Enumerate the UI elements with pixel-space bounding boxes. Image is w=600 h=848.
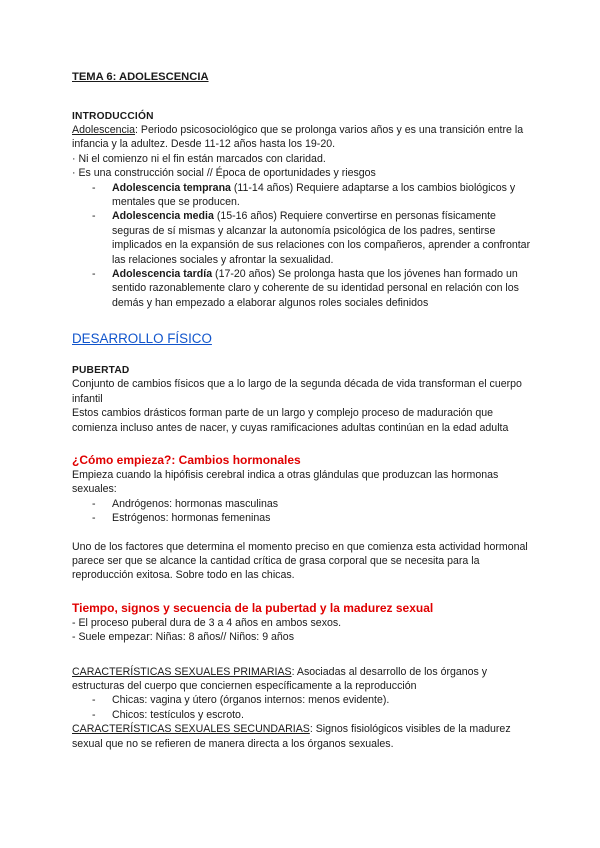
hormonal-heading: ¿Cómo empieza?: Cambios hormonales	[72, 452, 301, 467]
secundarias-text: : Signos fisiológicos visibles de la madurez sexual que no se refieren de manera directa a los órganos sexuales.	[72, 723, 511, 750]
stage-name: Adolescencia media	[112, 210, 214, 223]
list-item: - Estrógenos: hormonas femeninas	[112, 511, 532, 525]
intro-point: · Ni el comienzo ni el fin están marcados con claridad.	[72, 152, 326, 165]
document-title: TEMA 6: ADOLESCENCIA	[72, 71, 209, 83]
primarias-text: : Asociadas al desarrollo de los órganos y estructuras del cuerpo que conciernen específicamente a la reproducción	[72, 665, 488, 692]
primarias-list	[72, 693, 532, 722]
hormonal-factor: Uno de los factores que determina el momento preciso en que comienza esta actividad hormonal parece ser que se alcance la cantidad crítica de grasa corporal que se necesita para la reproducción exitosa. Sobre todo en las chicas.	[72, 540, 528, 582]
list-item: - Andrógenos: hormonas masculinas	[112, 497, 532, 511]
desarrollo-heading: DESARROLLO FÍSICO	[72, 331, 212, 347]
definition-text: : Periodo psicosociológico que se prolonga varios años y es una transición entre la infancia y la adultez. Desde 11-12 años hasta los 19-20.	[72, 124, 524, 151]
secundarias-term: CARACTERÍSTICAS SEXUALES SECUNDARIAS	[72, 723, 310, 736]
stage-name: Adolescencia tardía	[112, 268, 213, 281]
secundarias-paragraph	[72, 722, 532, 751]
stage-text: (15-16 años) Requiere convertirse en personas físicamente seguras de sí mismas y alcanzar la autonomía psicológica de los padres, sentirse implicados en la expansión de sus relaciones con los compañeros, aprender a confrontar las relaciones sociales y afrontar la sexualidad.	[112, 210, 531, 266]
list-item	[112, 209, 532, 267]
stage-text: (11-14 años) Requiere adaptarse a los cambios biológicos y mentales que se producen.	[112, 181, 516, 209]
document-page	[72, 70, 532, 751]
list-item	[112, 181, 532, 210]
stage-text: (17-20 años) Se prolonga hasta que los jóvenes han formado un sentido razonablemente claro y coherente de su identidad personal en relación con los demás y han empezado a elaborar algunos roles sociales definidos	[112, 268, 519, 309]
hormonal-intro: Empieza cuando la hipófisis cerebral indica a otras glándulas que produzcan las hormonas sexuales:	[72, 468, 499, 496]
tiempo-heading: Tiempo, signos y secuencia de la pubertad y la madurez sexual	[72, 600, 434, 615]
stage-name: Adolescencia temprana	[112, 181, 231, 194]
primarias-term: CARACTERÍSTICAS SEXUALES PRIMARIAS	[72, 665, 292, 678]
intro-heading: INTRODUCCIÓN	[72, 111, 154, 122]
adolescence-definition	[72, 123, 532, 152]
intro-point: · Es una construcción social // Época de oportunidades y riesgos	[72, 167, 376, 180]
list-item: - Chicos: testículos y escroto.	[112, 708, 532, 722]
list-item	[112, 267, 532, 310]
primarias-paragraph	[72, 665, 532, 694]
hormones-list	[72, 497, 532, 526]
adolescence-term: Adolescencia	[72, 124, 136, 136]
tiempo-start: - Suele empezar: Niñas: 8 años// Niños: 9 años	[72, 631, 294, 644]
tiempo-duration: - El proceso puberal dura de 3 a 4 años en ambos sexos.	[72, 616, 342, 629]
pubertad-definition: Conjunto de cambios físicos que a lo largo de la segunda década de vida transforman el cuerpo infantil	[72, 378, 522, 405]
stages-list	[72, 181, 532, 311]
pubertad-description: Estos cambios drásticos forman parte de un largo y complejo proceso de maduración que comienza incluso antes de nacer, y cuyas ramificaciones adultas continúan en la edad adulta	[72, 407, 509, 434]
list-item: - Chicas: vagina y útero (órganos internos: menos evidente).	[112, 693, 532, 707]
pubertad-heading: PUBERTAD	[72, 365, 130, 377]
